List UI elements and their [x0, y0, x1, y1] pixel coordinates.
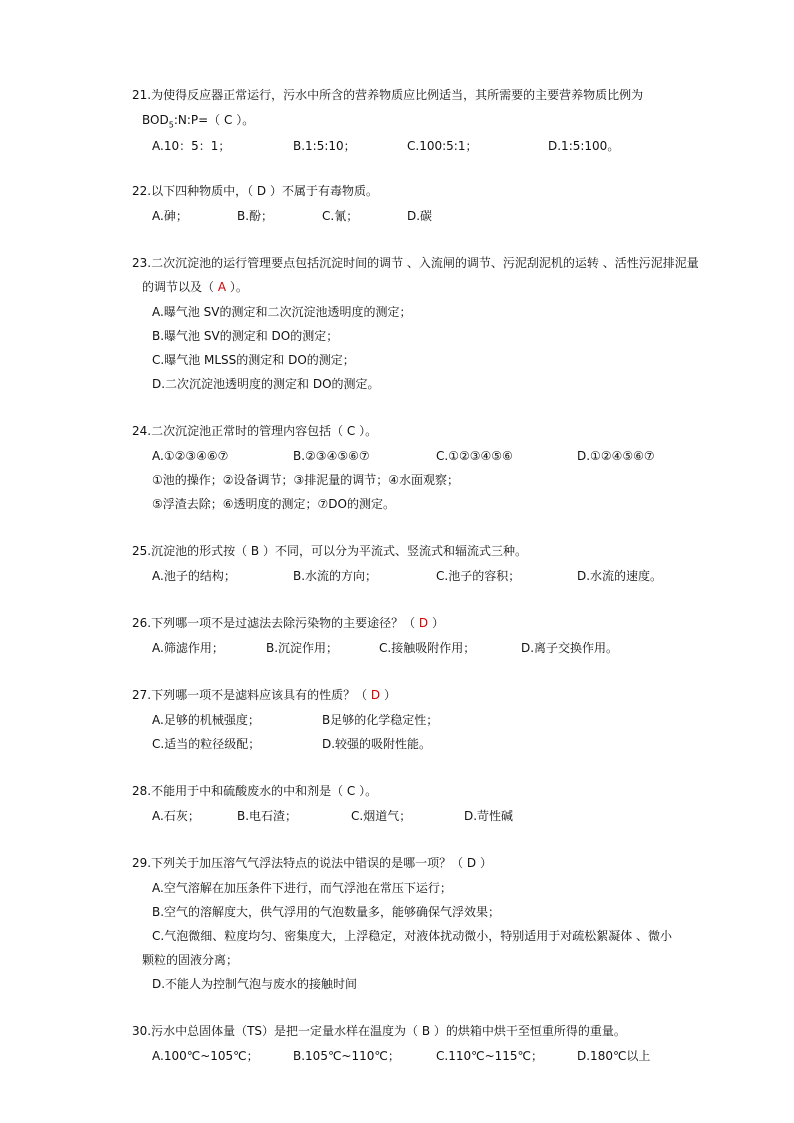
q23-stem-line2: 的调节以及（ A ）。 [142, 280, 248, 294]
q28-answer: C [346, 784, 356, 798]
q26-option-c: C.接触吸附作用； [379, 641, 476, 655]
q23-answer: A [217, 280, 227, 294]
q24-option-c: C.①②③④⑤⑥ [436, 449, 513, 463]
q30-option-d: D.180℃以上 [577, 1049, 651, 1063]
q25-option-d: D.水流的速度。 [577, 569, 663, 583]
q29-option-c-line2: 颗粒的固液分离； [142, 953, 239, 967]
q27-option-b: B足够的化学稳定性； [322, 713, 439, 727]
q28-stem: 28.不能用于中和硫酸废水的中和剂是（ C ）。 [132, 784, 378, 798]
q27-option-d: D.较强的吸附性能。 [322, 737, 432, 751]
q27-option-c: C.适当的粒径级配； [152, 737, 261, 751]
q23-stem-line1: 23.二次沉淀池的运行管理要点包括沉淀时间的调节 、入流闸的调节、污泥刮泥机的运转 、活性污泥排泥量 [132, 256, 699, 270]
q30-stem: 30.污水中总固体量（TS）是把一定量水样在温度为（ B ）的烘箱中烘干至恒重所得的重量。 [132, 1024, 626, 1038]
q26-answer: D [418, 616, 429, 630]
q27-answer: D [370, 688, 381, 702]
q29-option-d: D.不能人为控制气泡与废水的接触时间 [152, 977, 358, 991]
q29-option-b: B.空气的溶解度大，供气浮用的气泡数量多，能够确保气浮效果； [152, 905, 501, 919]
q25-option-a: A.池子的结构； [152, 569, 236, 583]
q30-option-b: B.105℃~110℃； [293, 1049, 400, 1063]
q21-option-c: C.100:5:1； [407, 139, 478, 153]
q24-option-b: B.②③④⑤⑥⑦ [293, 449, 370, 463]
q29-option-a: A.空气溶解在加压条件下进行，而气浮池在常压下运行； [152, 881, 452, 895]
q29-stem: 29.下列关于加压溶气气浮法特点的说法中错误的是哪一项？（ D ） [132, 856, 492, 870]
q21-option-d: D.1:5:100。 [548, 139, 620, 153]
q22-option-c: C.氰； [322, 209, 359, 223]
q25-stem: 25.沉淀池的形式按（ B ）不同，可以分为平流式、竖流式和辐流式三种。 [132, 544, 527, 558]
q22-option-d: D.碳 [407, 209, 433, 223]
q22-option-b: B.酚； [237, 209, 274, 223]
q27-stem: 27.下列哪一项不是滤料应该具有的性质？（ D ） [132, 688, 396, 702]
q30-option-a: A.100℃~105℃； [152, 1049, 259, 1063]
q26-stem: 26.下列哪一项不是过滤法去除污染物的主要途径？（ D ） [132, 616, 444, 630]
q23-option-d: D.二次沉淀池透明度的测定和 DO的测定。 [152, 377, 380, 391]
q25-option-b: B.水流的方向； [293, 569, 378, 583]
q28-option-b: B.电石渣； [237, 809, 298, 823]
q23-option-c: C.曝气池 MLSS的测定和 DO的测定； [152, 353, 355, 367]
q21-stem-line1: 21.为使得反应器正常运行，污水中所含的营养物质应比例适当，其所需要的主要营养物质比例为 [132, 88, 644, 102]
q24-answer: C [346, 424, 356, 438]
q24-note-line1: ①池的操作；②设备调节；③排泥量的调节；④水面观察； [152, 473, 460, 487]
q28-option-d: D.苛性碱 [464, 809, 514, 823]
q22-option-a: A.砷； [152, 209, 188, 223]
q21-answer: C [223, 113, 233, 127]
q21-option-b: B.1:5:10； [293, 139, 356, 153]
q22-answer: D [256, 184, 267, 198]
q25-answer: B [250, 544, 260, 558]
q24-option-d: D.①②④⑤⑥⑦ [577, 449, 655, 463]
q29-answer: D [466, 856, 477, 870]
q26-option-b: B.沉淀作用； [266, 641, 339, 655]
q26-option-d: D.离子交换作用。 [521, 641, 619, 655]
q24-stem: 24.二次沉淀池正常时的管理内容包括（ C ）。 [132, 424, 378, 438]
q22-stem: 22.以下四种物质中，（ D ）不属于有毒物质。 [132, 184, 378, 198]
q29-option-c-line1: C.气泡微细、粒度均匀、密集度大，上浮稳定，对液体扰动微小，特别适用于对疏松絮凝体 、微小 [152, 929, 673, 943]
q23-option-a: A.曝气池 SV的测定和二次沉淀池透明度的测定； [152, 305, 412, 319]
q21-option-a: A.10：5：1； [152, 139, 231, 153]
q28-option-c: C.烟道气； [351, 809, 412, 823]
q25-option-c: C.池子的容积； [436, 569, 521, 583]
q23-option-b: B.曝气池 SV的测定和 DO的测定； [152, 329, 339, 343]
q27-option-a: A.足够的机械强度； [152, 713, 260, 727]
q26-option-a: A.筛滤作用； [152, 641, 224, 655]
q24-option-a: A.①②③④⑥⑦ [152, 449, 229, 463]
q24-note-line2: ⑤浮渣去除；⑥透明度的测定；⑦DO的测定。 [152, 497, 395, 511]
q30-answer: B [421, 1024, 431, 1038]
q30-option-c: C.110℃~115℃； [436, 1049, 544, 1063]
q21-stem-line2: $BOD_5:N:P=$（ C ）。 [142, 113, 255, 130]
q28-option-a: A.石灰； [152, 809, 200, 823]
